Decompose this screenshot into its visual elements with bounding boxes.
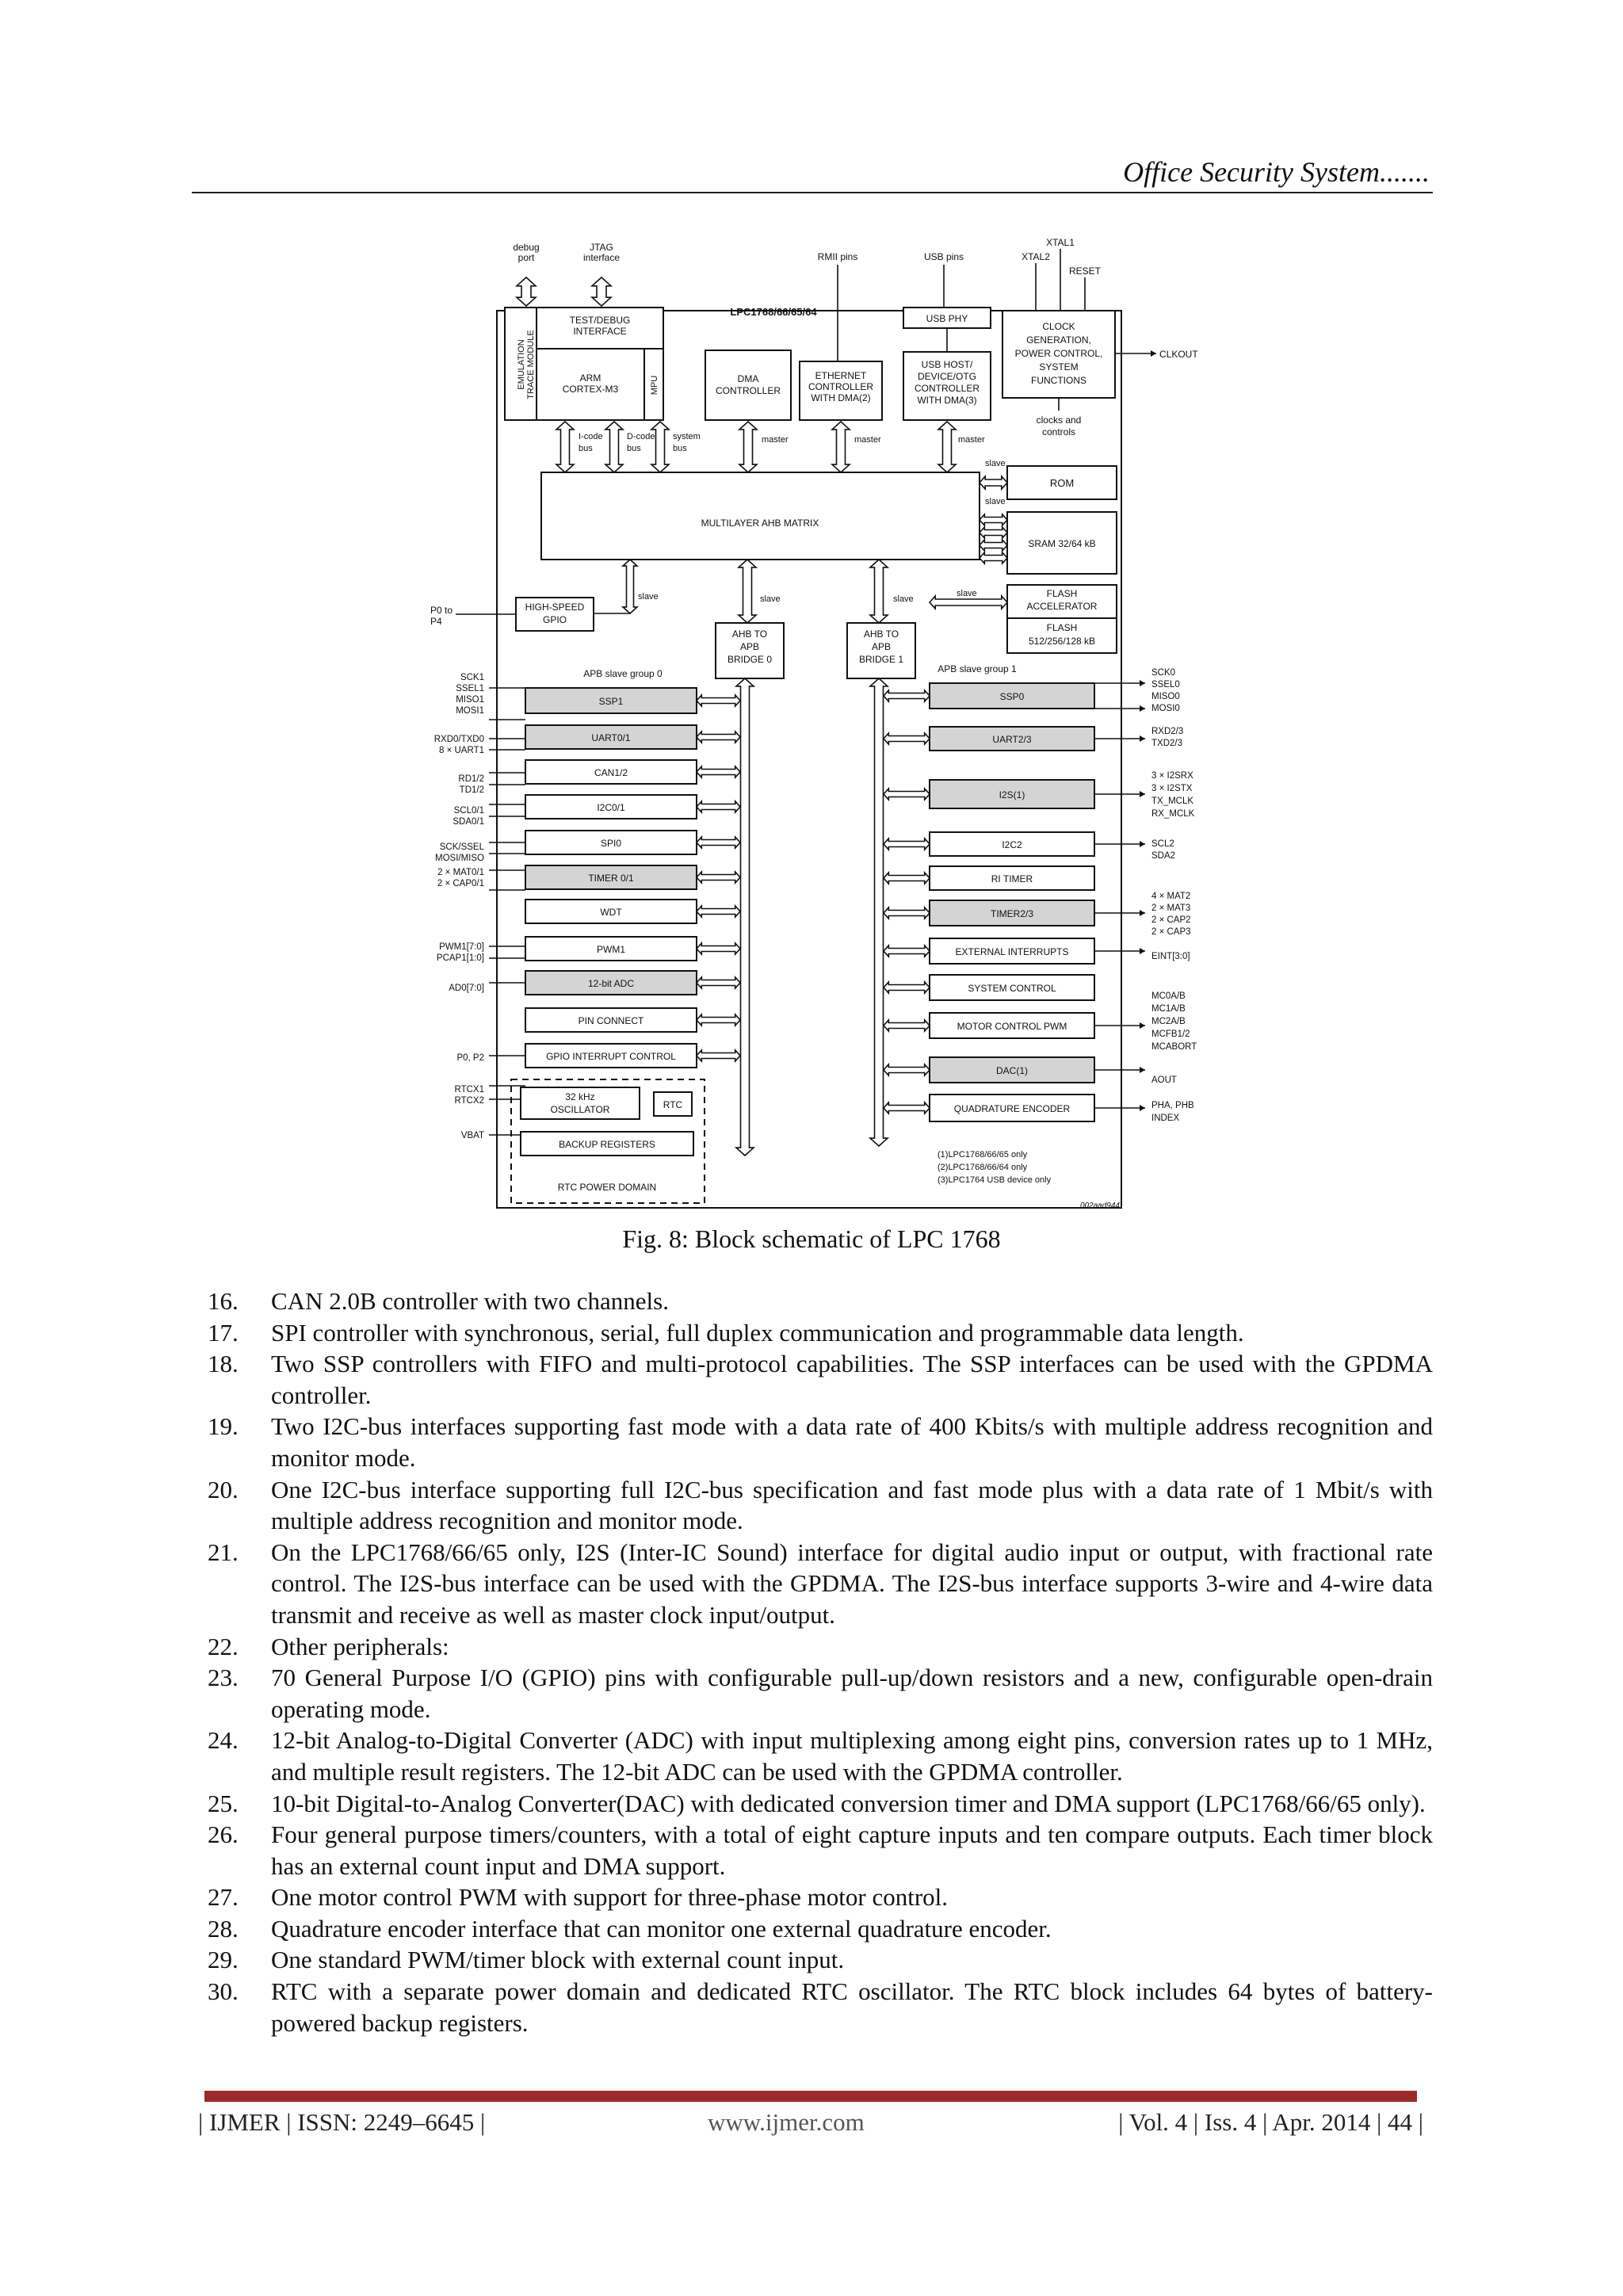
list-item-text: One motor control PWM with support for three-phase motor control. — [271, 1883, 949, 1912]
apb0-block-label: PIN CONNECT — [578, 1015, 644, 1026]
list-item-text: CAN 2.0B controller with two channels. — [271, 1287, 669, 1315]
right-pin-label: MISO0 — [1151, 692, 1180, 701]
apb0-upper-bus — [739, 560, 756, 623]
dcode-label: D-code — [627, 432, 655, 441]
right-pin-label: 2 × MAT3 — [1151, 904, 1191, 913]
diagram-footnote: (3)LPC1764 USB device only — [938, 1175, 1052, 1185]
footer-bar — [204, 2091, 1417, 2102]
left-pin-label: AD0[7:0] — [449, 984, 484, 993]
ethernet-label: CONTROLLER — [808, 381, 874, 392]
apb0-block-label: PWM1 — [597, 944, 625, 955]
apb0-block-label: SPI0 — [600, 838, 622, 849]
diagram-footnote: (1)LPC1768/66/65 only — [938, 1150, 1028, 1159]
apb1-peripheral-bus — [884, 733, 930, 744]
list-item — [208, 1348, 1433, 1411]
arm-cortex-label: ARM — [579, 372, 601, 384]
debug-port-label: debug — [513, 242, 540, 253]
right-pin-label: MOSI0 — [1151, 704, 1180, 713]
ahb-apb1-label: AHB TO — [863, 628, 899, 640]
left-pin-label: VBAT — [460, 1131, 484, 1140]
icode-label: I-code — [579, 432, 603, 441]
left-pin-label: MISO1 — [456, 695, 484, 705]
apb0-peripheral-bus — [697, 943, 740, 954]
list-item-text: One I2C-bus interface supporting full I2C-bus specification and fast mode plus with a data rate of 1 Mbit/s with multiple address recognition and monitor mode. — [271, 1475, 1433, 1535]
list-item — [208, 1819, 1433, 1881]
hs-gpio-link — [594, 560, 630, 613]
pin-label-p0p4: P0 to — [430, 605, 453, 616]
master-label: master — [854, 435, 881, 445]
icode-label: bus — [579, 444, 593, 453]
signal-arrowhead — [1140, 735, 1145, 742]
right-pin-label: 4 × MAT2 — [1151, 892, 1191, 901]
slave-label: slave — [893, 594, 914, 604]
list-item-number: 24. — [208, 1726, 239, 1755]
master-label: master — [762, 435, 789, 445]
list-item-number: 29. — [208, 1946, 239, 1974]
list-item — [208, 1631, 1433, 1663]
apb1-upper-bus — [870, 560, 888, 623]
list-item — [208, 1788, 1433, 1820]
list-item-text: SPI controller with synchronous, serial, full duplex communication and programmable data length. — [271, 1318, 1244, 1347]
ahb-matrix-box — [541, 472, 980, 560]
apb0-block-label: TIMER 0/1 — [588, 873, 634, 884]
block-diagram — [422, 235, 1215, 1235]
right-pin-label: MC2A/B — [1151, 1017, 1186, 1026]
list-item-number: 20. — [208, 1475, 239, 1503]
list-item-number: 17. — [208, 1318, 239, 1347]
apb0-block-label: WDT — [600, 907, 622, 918]
apb1-peripheral-bus — [884, 690, 930, 701]
signal-arrowhead — [1140, 1105, 1145, 1111]
jtag-label: interface — [582, 252, 621, 263]
list-item — [208, 1976, 1433, 2038]
dma-master-bus — [739, 422, 757, 472]
usb-host-label: USB HOST/ — [921, 359, 973, 370]
dcode-bus — [605, 422, 623, 472]
apb0-block-label: UART0/1 — [591, 732, 631, 743]
signal-arrowhead — [1140, 948, 1145, 954]
clock-gen-label: FUNCTIONS — [1031, 375, 1086, 386]
right-pin-label: MCFB1/2 — [1151, 1030, 1190, 1039]
apb1-peripheral-bus — [884, 789, 930, 800]
apb1-block-label: TIMER2/3 — [990, 908, 1034, 919]
slave-label: slave — [985, 497, 1006, 506]
right-pin-label: MCABORT — [1151, 1042, 1197, 1052]
master-label: master — [958, 435, 985, 445]
header-rule — [192, 192, 1433, 193]
left-pin-label: RD1/2 — [458, 774, 484, 784]
signal-arrowhead — [1140, 791, 1145, 797]
list-item-text: Other peripherals: — [271, 1632, 449, 1660]
feature-list — [208, 1286, 1433, 2038]
apb0-block-label: 12-bit ADC — [587, 978, 635, 989]
ethernet-label: WITH DMA(2) — [811, 392, 871, 403]
ahb-apb1-label: BRIDGE 1 — [858, 654, 904, 665]
apb1-block-label: MOTOR CONTROL PWM — [957, 1021, 1067, 1032]
apb1-peripheral-bus — [884, 1064, 930, 1075]
xtal2-label: XTAL2 — [1022, 251, 1050, 262]
ahb-apb0-label: APB — [739, 641, 760, 652]
ahb-apb0-label: BRIDGE 0 — [727, 654, 773, 665]
signal-arrowhead — [1140, 1067, 1145, 1073]
signal-arrowhead — [1140, 1022, 1145, 1029]
clkout-label: CLKOUT — [1159, 349, 1198, 360]
apb1-peripheral-bus — [884, 839, 930, 850]
sram-bus — [980, 552, 1007, 563]
usb-master-bus — [938, 422, 956, 472]
apb0-peripheral-bus — [697, 732, 740, 743]
block-diagram-figure — [422, 235, 1215, 1235]
list-item — [208, 1662, 1433, 1725]
dcode-label: bus — [627, 444, 641, 453]
apb1-block-label: UART2/3 — [992, 734, 1032, 745]
apb0-peripheral-bus — [697, 837, 740, 848]
list-item — [208, 1537, 1433, 1631]
list-item-number: 19. — [208, 1412, 239, 1441]
apb-group1-title: APB slave group 1 — [938, 663, 1017, 674]
left-pin-label: RXD0/TXD0 — [433, 735, 484, 744]
apb0-peripheral-bus — [697, 766, 740, 777]
debug-port-bus — [517, 277, 536, 306]
apb0-peripheral-bus — [697, 872, 740, 883]
clocks-controls-label: clocks and — [1036, 415, 1082, 426]
left-pin-label: MOSI1 — [456, 706, 484, 716]
emulation-trace-label: TRACE MODULE — [526, 330, 536, 399]
figure-caption: Fig. 8: Block schematic of LPC 1768 — [622, 1224, 1001, 1253]
left-pin-label: 2 × MAT0/1 — [437, 868, 484, 877]
list-item-text: One standard PWM/timer block with external count input. — [271, 1946, 845, 1974]
right-pin-label: 3 × I2SRX — [1151, 771, 1193, 781]
xtal1-label: XTAL1 — [1046, 237, 1075, 248]
right-pin-label: MC0A/B — [1151, 991, 1186, 1001]
dma-label: DMA — [737, 373, 759, 384]
right-pin-label: RXD2/3 — [1151, 727, 1184, 736]
ahb-apb1-label: APB — [871, 641, 892, 652]
test-debug-label: INTERFACE — [573, 326, 627, 337]
list-item-text: 12-bit Analog-to-Digital Converter (ADC) with input multiplexing among eight pins, conversion rates up to 1 MHz, and multiple result registers. The 12-bit ADC can be used with the GPDMA controller. — [271, 1726, 1433, 1786]
apb0-peripheral-bus — [697, 801, 740, 812]
list-item-text: Two I2C-bus interfaces supporting fast mode with a data rate of 400 Kbits/s with multiple address recognition and monitor mode. — [271, 1412, 1433, 1472]
list-item-text: RTC with a separate power domain and dedicated RTC oscillator. The RTC block includes 64 bytes of battery-powered backup registers. — [271, 1977, 1433, 2037]
apb1-block-label: SYSTEM CONTROL — [968, 983, 1056, 994]
list-item-number: 30. — [208, 1977, 239, 2006]
list-item-text: Two SSP controllers with FIFO and multi-protocol capabilities. The SSP interfaces can be used with the GPDMA controller. — [271, 1350, 1433, 1409]
slave-label: slave — [760, 594, 781, 604]
left-pin-label: MOSI/MISO — [435, 854, 484, 863]
left-pin-label: PCAP1[1:0] — [436, 953, 484, 963]
left-pin-label: SCK/SSEL — [439, 842, 484, 852]
sram-bus — [980, 527, 1007, 538]
apb0-block-label: SSP1 — [598, 696, 624, 707]
apb1-peripheral-bus — [884, 1020, 930, 1031]
list-item-text: 10-bit Digital-to-Analog Converter(DAC) with dedicated conversion timer and DMA support (LPC1768/66/65 only). — [271, 1789, 1426, 1817]
list-item-number: 16. — [208, 1287, 239, 1315]
right-pin-label: PHA, PHB — [1151, 1101, 1194, 1110]
clock-gen-label: SYSTEM — [1039, 361, 1079, 372]
right-pin-label: MC1A/B — [1151, 1004, 1186, 1014]
osc32-label: OSCILLATOR — [550, 1104, 610, 1115]
clock-gen-label: GENERATION, — [1026, 334, 1091, 346]
apb1-block-label: EXTERNAL INTERRUPTS — [955, 946, 1069, 957]
apb0-block-label: I2C0/1 — [597, 802, 625, 813]
mpu-label: MPU — [650, 375, 659, 395]
right-pin-label: RX_MCLK — [1151, 809, 1195, 819]
slave-label: slave — [638, 592, 659, 602]
usb-host-label: CONTROLLER — [914, 383, 980, 394]
jtag-bus — [592, 277, 611, 306]
slave-label: slave — [985, 459, 1006, 468]
left-pin-label: 8 × UART1 — [439, 746, 484, 755]
right-pin-label: TX_MCLK — [1151, 797, 1194, 806]
apb1-peripheral-bus — [884, 907, 930, 919]
apb1-block-label: QUADRATURE ENCODER — [953, 1103, 1071, 1114]
reset-label: RESET — [1068, 266, 1102, 277]
clocks-controls-label: controls — [1041, 426, 1076, 437]
chip-title: LPC1768/66/65/64 — [730, 306, 817, 318]
debug-port-label: port — [517, 252, 535, 263]
jtag-label: JTAG — [590, 242, 613, 253]
signal-arrowhead — [1140, 705, 1145, 712]
left-pin-label: TD1/2 — [459, 785, 484, 795]
usb-phy-label: USB PHY — [926, 313, 968, 324]
system-bus — [651, 422, 669, 472]
ahb-apb0-label: AHB TO — [731, 628, 768, 640]
list-item-number: 28. — [208, 1914, 239, 1943]
ahb-matrix-label: MULTILAYER AHB MATRIX — [701, 518, 819, 529]
left-pin-label: SCK1 — [460, 673, 484, 682]
flash-accel-label: FLASH — [1046, 588, 1078, 599]
apb0-peripheral-bus — [697, 695, 740, 706]
left-pin-label: SCL0/1 — [453, 806, 484, 816]
apb1-block-label: DAC(1) — [995, 1065, 1029, 1076]
slave-label: slave — [957, 589, 977, 598]
apb0-peripheral-bus — [697, 1050, 740, 1061]
apb0-vertical-bus — [736, 678, 754, 1156]
usb-host-label: DEVICE/OTG — [917, 371, 977, 382]
list-item-text: On the LPC1768/66/65 only, I2S (Inter-IC Sound) interface for digital audio input or output, with fractional rate control. The I2S-bus interface can be used with the GPDMA. The I2S-bus interface supports 3-wire and 4-wire data transmit and receive as well as master clock input/output. — [271, 1538, 1433, 1629]
test-debug-label: TEST/DEBUG — [569, 315, 631, 326]
ethernet-label: ETHERNET — [815, 370, 867, 381]
list-item-number: 23. — [208, 1664, 239, 1692]
system-bus-label: bus — [673, 444, 687, 453]
apb1-peripheral-bus — [884, 982, 930, 993]
rtc-domain-label: RTC POWER DOMAIN — [557, 1182, 657, 1193]
flash-label: 512/256/128 kB — [1028, 636, 1096, 647]
right-pin-label: TXD2/3 — [1151, 739, 1182, 748]
list-item-number: 27. — [208, 1883, 239, 1912]
hs-gpio-label: HIGH-SPEED — [525, 602, 585, 613]
apb1-block-label: RI TIMER — [991, 873, 1033, 884]
signal-arrowhead — [1151, 350, 1156, 357]
usb-host-label: WITH DMA(3) — [917, 395, 977, 406]
apb0-peripheral-bus — [697, 977, 740, 988]
rom-label: ROM — [1049, 477, 1075, 489]
left-pin-label: SDA0/1 — [453, 817, 484, 827]
footer-website-link[interactable]: www.ijmer.com — [708, 2108, 865, 2136]
system-bus-label: system — [673, 432, 701, 441]
diagram-footnote: (2)LPC1768/66/64 only — [938, 1163, 1028, 1172]
list-item — [208, 1286, 1433, 1317]
left-pin-label: RTCX2 — [454, 1096, 484, 1106]
signal-arrowhead — [1140, 841, 1145, 847]
left-pin-label: PWM1[7:0] — [439, 942, 484, 952]
signal-arrowhead — [1140, 910, 1145, 916]
list-item-text: Four general purpose timers/counters, with a total of eight capture inputs and ten compare outputs. Each timer block has an external count input and DMA support. — [271, 1820, 1433, 1880]
right-pin-label: 2 × CAP3 — [1151, 927, 1191, 937]
right-pin-label: AOUT — [1151, 1075, 1177, 1085]
apb1-block-label: SSP0 — [999, 691, 1025, 702]
dma-label: CONTROLLER — [715, 385, 781, 396]
flash-label: FLASH — [1046, 622, 1078, 633]
left-pin-label: RTCX1 — [454, 1085, 484, 1095]
apb0-block-label: GPIO INTERRUPT CONTROL — [546, 1051, 676, 1062]
footer-volume-info: | Vol. 4 | Iss. 4 | Apr. 2014 | 44 | — [1118, 2108, 1423, 2136]
list-item-number: 18. — [208, 1350, 239, 1378]
apb1-peripheral-bus — [884, 873, 930, 884]
apb1-peripheral-bus — [884, 1102, 930, 1114]
list-item — [208, 1881, 1433, 1913]
rom-bus — [980, 476, 1007, 489]
right-pin-label: INDEX — [1151, 1114, 1180, 1123]
list-item — [208, 1411, 1433, 1473]
right-pin-label: SCL2 — [1151, 839, 1174, 849]
rmii-pins-label: RMII pins — [817, 251, 858, 262]
sram-label: SRAM 32/64 kB — [1028, 538, 1096, 549]
rtc-label: RTC — [663, 1099, 683, 1110]
list-item-number: 26. — [208, 1820, 239, 1849]
list-item — [208, 1725, 1433, 1787]
list-item — [208, 1913, 1433, 1945]
right-pin-label: 2 × CAP2 — [1151, 915, 1191, 925]
list-item — [208, 1944, 1433, 1976]
arm-cortex-label: CORTEX-M3 — [562, 384, 619, 395]
right-pin-label: SSEL0 — [1151, 680, 1180, 690]
pin-label-p0p4: P4 — [430, 616, 442, 627]
apb0-peripheral-bus — [697, 1014, 740, 1026]
apb-group0-title: APB slave group 0 — [583, 668, 663, 679]
left-pin-label: P0, P2 — [456, 1053, 484, 1063]
osc32-label: 32 kHz — [565, 1091, 595, 1102]
apb1-peripheral-bus — [884, 946, 930, 957]
list-item — [208, 1317, 1433, 1349]
apb1-block-label: I2S(1) — [999, 789, 1025, 800]
left-pin-label: SSEL1 — [456, 684, 484, 693]
footer-journal-info: | IJMER | ISSN: 2249–6645 | — [198, 2108, 486, 2136]
sram-bus — [980, 514, 1007, 525]
running-header-title: Office Security System....... — [1123, 156, 1430, 188]
ethernet-master-bus — [832, 422, 850, 472]
hs-gpio-label: GPIO — [542, 614, 567, 625]
list-item-text: Quadrature encoder interface that can monitor one external quadrature encoder. — [271, 1914, 1052, 1943]
list-item-number: 25. — [208, 1789, 239, 1817]
signal-arrowhead — [1140, 680, 1145, 686]
list-item — [208, 1474, 1433, 1537]
figure-id-label: 002aad944 — [1079, 1201, 1120, 1210]
apb1-block-label: I2C2 — [1002, 839, 1022, 850]
flash-accel-label: ACCELERATOR — [1026, 601, 1098, 612]
list-item-number: 21. — [208, 1538, 239, 1566]
apb0-peripheral-bus — [697, 906, 740, 917]
list-item-text: 70 General Purpose I/O (GPIO) pins with configurable pull-up/down resistors and a new, configurable open-drain operating mode. — [271, 1664, 1433, 1723]
sram-bus — [980, 540, 1007, 551]
usb-pins-label: USB pins — [923, 251, 964, 262]
emulation-trace-label: EMULATION — [517, 339, 526, 390]
right-pin-label: SDA2 — [1151, 851, 1176, 861]
hs-gpio-bus — [623, 560, 637, 613]
clock-gen-label: POWER CONTROL, — [1014, 348, 1103, 359]
apb0-block-label: CAN1/2 — [594, 767, 628, 778]
right-pin-label: 3 × I2STX — [1151, 784, 1193, 793]
list-item-number: 22. — [208, 1632, 239, 1660]
icode-bus — [556, 422, 574, 472]
right-pin-label: SCK0 — [1151, 668, 1176, 678]
right-pin-label: EINT[3:0] — [1151, 952, 1190, 961]
clock-gen-label: CLOCK — [1042, 321, 1075, 332]
backup-registers-label: BACKUP REGISTERS — [559, 1139, 655, 1150]
left-pin-label: 2 × CAP0/1 — [437, 879, 484, 888]
